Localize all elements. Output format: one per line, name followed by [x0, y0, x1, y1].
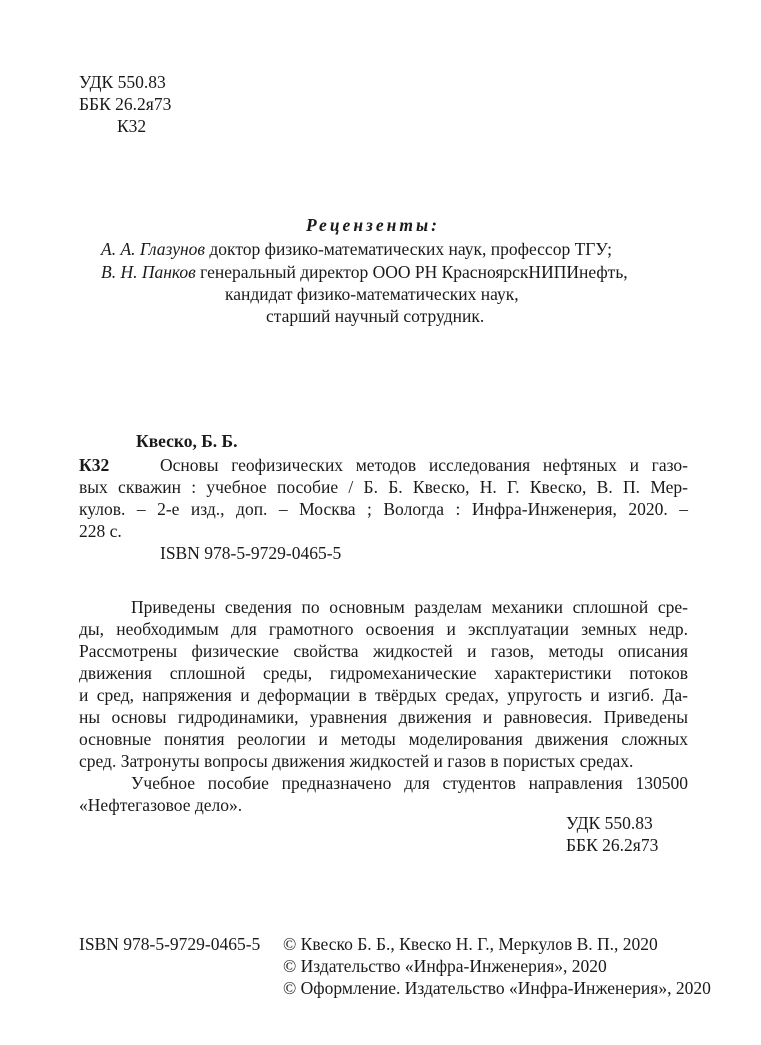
abstract-body-wrap [79, 618, 688, 750]
reviewer-1 [101, 238, 612, 260]
reviewer-2-desc: генеральный директор ООО РН КрасноярскНИПИнефть, [200, 262, 628, 282]
copyright-line-1: © Квеско Б. Б., Квеско Н. Г., Меркулов В. П., 2020 [283, 934, 658, 954]
abstract-line: основные понятия реологии и методы моделирования движения сложных [79, 729, 688, 749]
abstract-line: Приведены сведения по основным разделам механики сплошной сре- [131, 597, 688, 617]
biblio-lines-wrap [79, 476, 688, 520]
reviewer-1-name: А. А. Глазунов [101, 239, 206, 259]
abstract-p2-first-wrap [131, 772, 688, 794]
abstract-p1-last-line: сред. Затронуты вопросы движения жидкостей и газов в пористых средах. [79, 751, 634, 771]
abstract-first-line-wrap [131, 596, 688, 618]
abstract-p2-line-2: «Нефтегазовое дело». [79, 795, 243, 815]
bbk-code: ББК 26.2я73 [79, 94, 172, 114]
author-mark: К32 [117, 116, 147, 136]
biblio-title-line-1-wrap [160, 454, 688, 476]
top-classification-codes [79, 71, 171, 137]
reviewer-2-name: В. Н. Панков [101, 262, 196, 282]
copyright-line-3: © Оформление. Издательство «Инфра-Инженерия», 2020 [283, 978, 711, 998]
reviewers-heading: Рецензенты: [306, 215, 440, 235]
abstract-line: и сред, напряжения и деформации в твёрдых средах, упругость и изгиб. Да- [79, 685, 688, 705]
copyright-isbn: ISBN 978-5-9729-0465-5 [79, 934, 261, 954]
copyright-line-2: © Издательство «Инфра-Инженерия», 2020 [283, 956, 607, 976]
biblio-mark: К32 [79, 455, 110, 475]
reviewer-2 [101, 261, 628, 283]
biblio-isbn: ISBN 978-5-9729-0465-5 [160, 543, 342, 563]
abstract-p2-line-1: Учебное пособие предназначено для студентов направления 130500 [131, 773, 688, 793]
bottom-classification-codes [566, 812, 658, 856]
udk-code-bottom: УДК 550.83 [566, 813, 653, 833]
biblio-line: вых скважин : учебное пособие / Б. Б. Квеско, Н. Г. Квеско, В. П. Мер- [79, 477, 688, 497]
biblio-pages: 228 с. [79, 521, 122, 541]
udk-code: УДК 550.83 [79, 72, 166, 92]
reviewer-2-position: старший научный сотрудник. [266, 306, 485, 326]
reviewer-2-degree: кандидат физико-математических наук, [225, 284, 519, 304]
abstract-line: ны основы гидродинамики, уравнения движения и равновесия. Приведены [79, 707, 688, 727]
biblio-line: Основы геофизических методов исследования нефтяных и газо- [160, 455, 688, 475]
biblio-line: кулов. – 2-е изд., доп. – Москва ; Вологда : Инфра-Инженерия, 2020. – [79, 499, 688, 519]
biblio-author: Квеско, Б. Б. [136, 431, 238, 451]
abstract-line: Рассмотрены физические свойства жидкостей и газов, методы описания [79, 641, 688, 661]
reviewer-1-desc: доктор физико-математических наук, профессор ТГУ; [209, 239, 612, 259]
abstract-line: ды, необходимым для грамотного освоения и эксплуатации земных недр. [79, 619, 688, 639]
bbk-code-bottom: ББК 26.2я73 [566, 835, 659, 855]
abstract-line: движения сплошной среды, гидромеханические характеристики потоков [79, 663, 688, 683]
